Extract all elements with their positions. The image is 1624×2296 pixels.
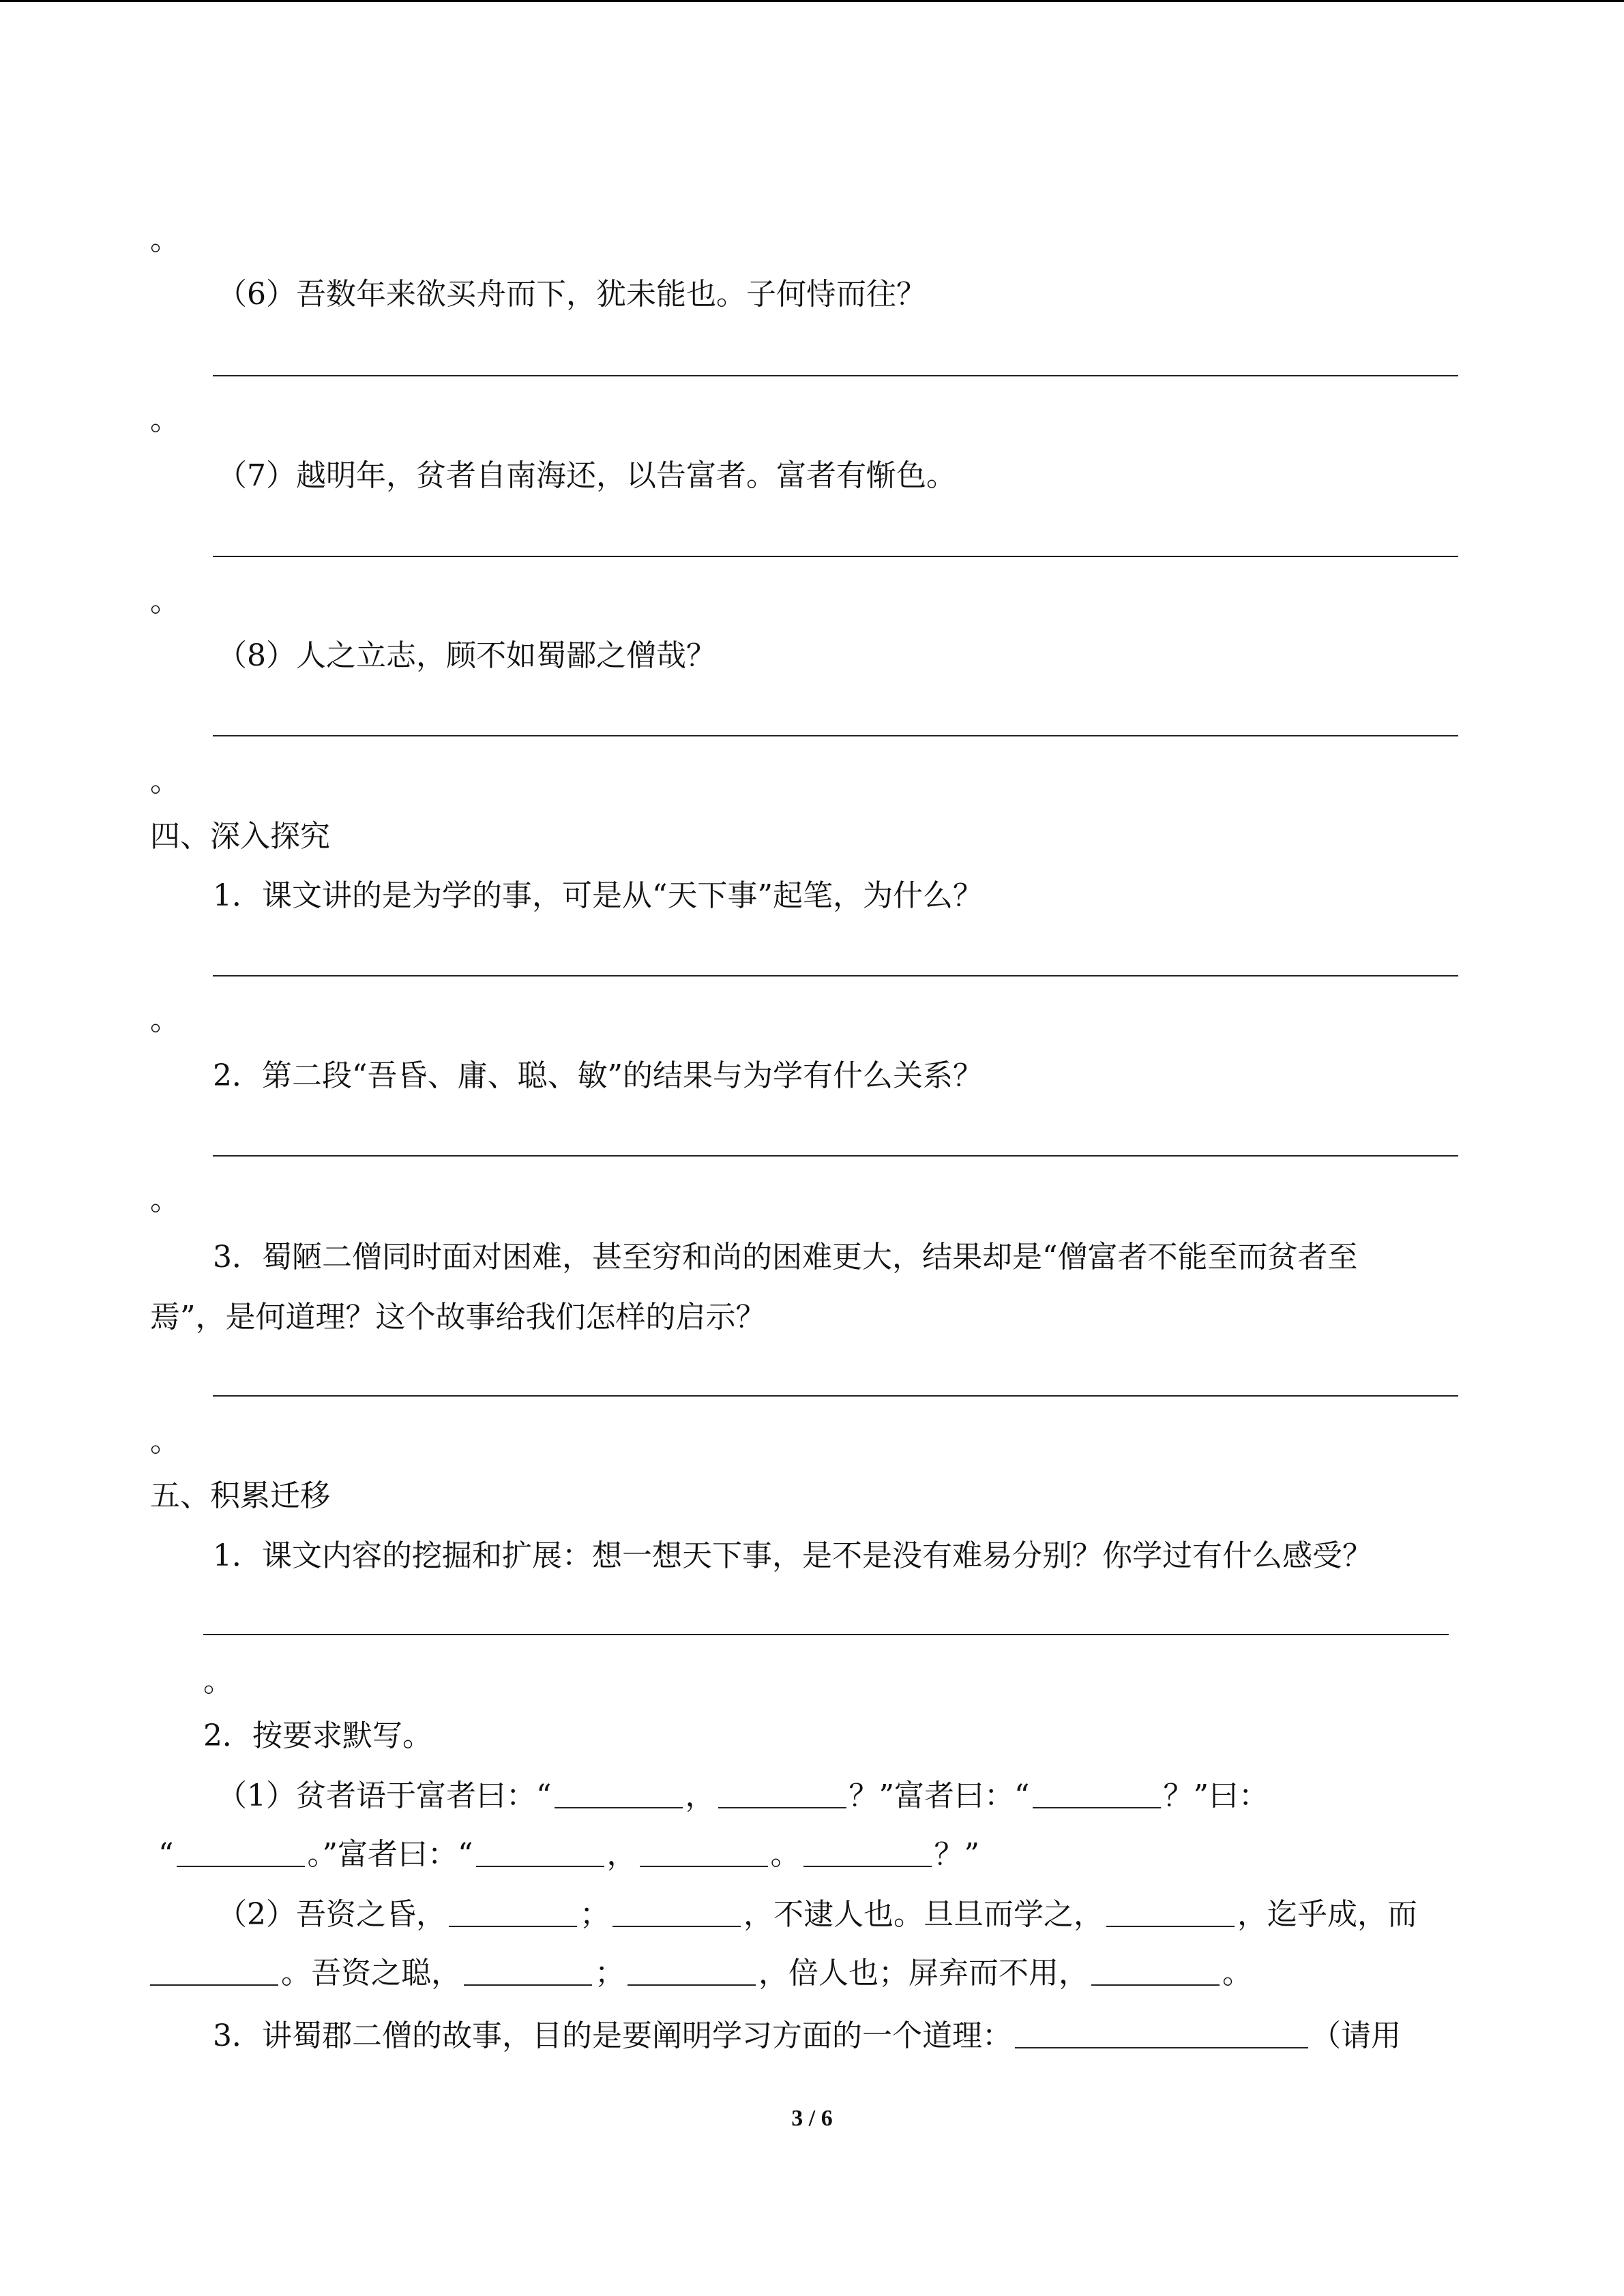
fill-blank[interactable] bbox=[1033, 1806, 1161, 1808]
s4-answer-line-2[interactable] bbox=[213, 1155, 1458, 1157]
text-segment: ，迄乎成，而 bbox=[1237, 1897, 1417, 1932]
answer-line-8[interactable] bbox=[213, 735, 1458, 736]
fill-blank[interactable] bbox=[612, 1925, 741, 1927]
s4-question-3-line1: 3．蜀陋二僧同时面对困难，甚至穷和尚的困难更大，结果却是“僧富者不能至而贫者至 bbox=[213, 1240, 1358, 1274]
fill-blank[interactable] bbox=[1091, 1984, 1220, 1986]
text-segment: 3．讲蜀郡二僧的故事，目的是要阐明学习方面的一个道理： bbox=[213, 2018, 1012, 2053]
text-segment: 。 bbox=[770, 1837, 801, 1872]
question-7: （7）越明年，贫者自南海还，以告富者。富者有惭色。 bbox=[217, 458, 956, 493]
text-segment: 。吾资之聪， bbox=[281, 1956, 461, 1991]
period-mark: 。 bbox=[150, 584, 180, 618]
s4-question-3-line2: 焉”，是何道理？这个故事给我们怎样的启示？ bbox=[150, 1300, 766, 1335]
text-segment: “ bbox=[158, 1837, 174, 1872]
s5-q2-2-line2 bbox=[147, 1956, 1252, 1991]
text-segment: ？” bbox=[934, 1837, 979, 1872]
fill-blank[interactable] bbox=[718, 1806, 846, 1808]
s4-question-2: 2．第二段“吾昏、庸、聪、敏”的结果与为学有什么关系？ bbox=[213, 1058, 983, 1093]
fill-blank[interactable] bbox=[803, 1865, 932, 1867]
period-mark: 。 bbox=[203, 1664, 233, 1699]
fill-blank[interactable] bbox=[449, 1925, 577, 1927]
question-8: （8）人之立志，顾不如蜀鄙之僧哉？ bbox=[217, 638, 716, 673]
text-segment: ，倍人也；屏弃而不用， bbox=[758, 1956, 1089, 1991]
text-segment: （1）贫者语于富者曰：“ bbox=[217, 1778, 552, 1813]
fill-blank[interactable] bbox=[555, 1806, 683, 1808]
text-segment: ，不逮人也。旦旦而学之， bbox=[743, 1897, 1104, 1932]
text-segment: （请用 bbox=[1311, 2018, 1401, 2053]
period-mark: 。 bbox=[150, 764, 180, 799]
s5-q2-1-line1 bbox=[217, 1778, 1269, 1813]
page-number: 3 / 6 bbox=[791, 2106, 833, 2131]
fill-blank[interactable] bbox=[640, 1865, 768, 1867]
fill-blank[interactable] bbox=[1106, 1925, 1235, 1927]
top-border bbox=[0, 0, 1624, 2]
period-mark: 。 bbox=[150, 402, 180, 437]
text-segment: （2）吾资之昏， bbox=[217, 1897, 446, 1932]
s4-answer-line-1[interactable] bbox=[213, 975, 1458, 976]
fill-blank[interactable] bbox=[177, 1865, 305, 1867]
fill-blank[interactable] bbox=[1015, 2046, 1308, 2048]
s4-question-1: 1．课文讲的是为学的事，可是从“天下事”起笔，为什么？ bbox=[213, 878, 983, 913]
s5-question-2-title: 2．按要求默写。 bbox=[203, 1718, 432, 1753]
s5-q2-1-line2 bbox=[158, 1837, 979, 1872]
period-mark: 。 bbox=[150, 222, 180, 257]
text-segment: ； bbox=[595, 1956, 625, 1991]
text-segment: 。”富者曰：“ bbox=[307, 1837, 473, 1872]
answer-line-7[interactable] bbox=[213, 556, 1458, 557]
text-segment: ， bbox=[685, 1778, 715, 1813]
fill-blank[interactable] bbox=[628, 1984, 756, 1986]
text-segment: ？”曰： bbox=[1163, 1778, 1269, 1813]
section-5-heading: 五、积累迁移 bbox=[150, 1478, 330, 1513]
s5-answer-line-1[interactable] bbox=[203, 1634, 1449, 1635]
period-mark: 。 bbox=[150, 1424, 180, 1459]
period-mark: 。 bbox=[150, 1182, 180, 1217]
text-segment: ； bbox=[580, 1897, 610, 1932]
answer-line-6[interactable] bbox=[213, 375, 1458, 376]
s5-q2-2-line1 bbox=[217, 1897, 1417, 1932]
s5-question-1: 1．课文内容的挖掘和扩展：想一想天下事，是不是没有难易分别？你学过有什么感受？ bbox=[213, 1538, 1372, 1573]
period-mark: 。 bbox=[150, 1002, 180, 1037]
text-segment: 。 bbox=[1222, 1956, 1252, 1991]
fill-blank[interactable] bbox=[464, 1984, 592, 1986]
question-6: （6）吾数年来欲买舟而下，犹未能也。子何恃而往？ bbox=[217, 277, 926, 312]
s4-answer-line-3[interactable] bbox=[213, 1395, 1458, 1397]
text-segment: ？”富者曰：“ bbox=[848, 1778, 1030, 1813]
section-4-heading: 四、深入探究 bbox=[150, 819, 330, 854]
fill-blank[interactable] bbox=[150, 1984, 278, 1986]
fill-blank[interactable] bbox=[476, 1865, 604, 1867]
text-segment: ， bbox=[606, 1837, 637, 1872]
s5-question-3 bbox=[213, 2018, 1401, 2053]
